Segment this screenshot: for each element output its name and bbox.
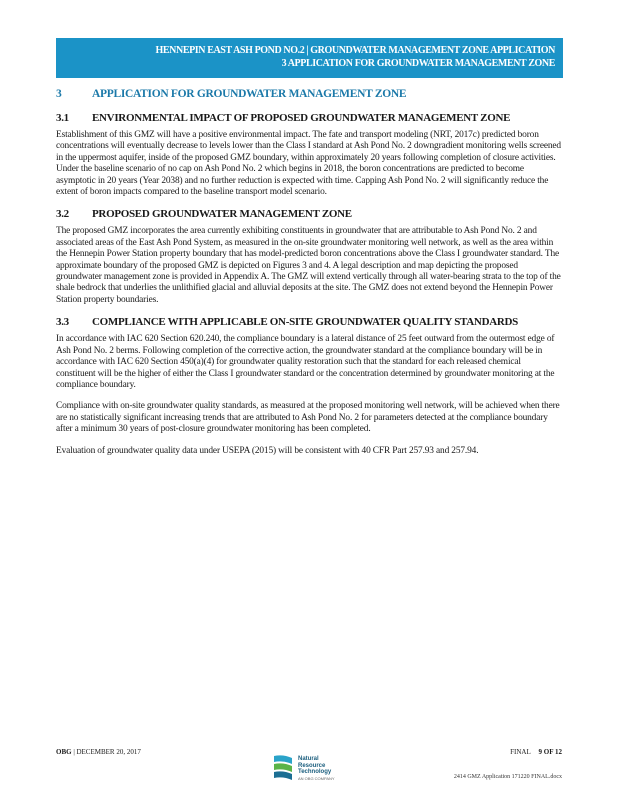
header-line-1: HENNEPIN EAST ASH POND NO.2 | GROUNDWATER MANAGEMENT ZONE APPLICATION	[155, 45, 555, 56]
footer-separator: |	[73, 748, 77, 756]
footer-org: OBG	[56, 748, 72, 756]
subsection-title: PROPOSED GROUNDWATER MANAGEMENT ZONE	[92, 208, 352, 221]
logo-line: Natural	[298, 756, 319, 762]
subsection-number: 3.1	[56, 112, 69, 124]
section-title: APPLICATION FOR GROUNDWATER MANAGEMENT ZONE	[92, 88, 407, 100]
subsection-number: 3.3	[56, 316, 69, 329]
logo-line: Resource	[298, 762, 326, 769]
paragraph: Establishment of this GMZ will have a positive environmental impact. The fate and transport modeling (NRT, 2017c) predicted boron concentrations will eventually decrease to levels lower than the Class I standard at Ash Pond No. 2 downgradient monitoring wells screened in the uppermost aquifer, inside of the proposed GMZ boundary, within approximately 20 years following completion of closure activities. Under the baseline scenario of no cap on Ash Pond No. 2 which begins in 2018, the boron concentrations are predicted to become asymptotic in 20 years (Year 2038) and no further reduction is expected with time. Capping Ash Pond No. 2 will significantly reduce the extent of boron impacts compared to the baseline transport model scenario.	[56, 130, 561, 198]
footer-date: DECEMBER 20, 2017	[76, 748, 141, 756]
header-line-2: 3 APPLICATION FOR GROUNDWATER MANAGEMENT ZONE	[281, 58, 555, 69]
subsection-heading-3-1	[56, 112, 562, 124]
section-heading	[56, 88, 562, 100]
subsection-title: COMPLIANCE WITH APPLICABLE ON-SITE GROUNDWATER QUALITY STANDARDS	[92, 316, 518, 329]
paragraph: Evaluation of groundwater quality data under USEPA (2015) will be consistent with 40 CFR Part 257.93 and 257.94.	[56, 445, 479, 456]
paragraph: Compliance with on-site groundwater quality standards, as measured at the proposed monitoring well network, will be achieved when there are no statistically significant increasing trends that are attributed to Ash Pond No. 2 for parameters detected at the compliance boundary after a minimum 30 years of post-closure groundwater monitoring has been completed.	[56, 401, 560, 435]
document-body	[56, 88, 562, 467]
nrt-logo-icon	[270, 752, 296, 786]
footer-status: FINAL	[510, 748, 531, 756]
paragraph: The proposed GMZ incorporates the area currently exhibiting constituents in groundwater that are attributable to Ash Pond No. 2 and associated areas of the East Ash Pond System, as measured in the on-site groundwater monitoring well network, as well as the area within the Hennepin Power Station property boundary that has model-predicted boron concentrations above the Class I groundwater standard. The approximate boundary of the proposed GMZ is depicted on Figures 3 and 4. A legal description and map depicting the proposed groundwater management zone is provided in Appendix A. The GMZ will extend vertically through all water-bearing strata to the top of the shale bedrock that underlies the unlithified glacial and alluvial deposits at the site. The GMZ does not extend beyond the Hennepin Power Station property boundaries.	[56, 226, 561, 305]
paragraph: In accordance with IAC 620 Section 620.240, the compliance boundary is a lateral distance of 25 feet outward from the outermost edge of Ash Pond No. 2 berms. Following completion of the corrective action, the groundwater standard at the compliance boundary will be in accordance with IAC 620 Section 450(a)(4) for groundwater quality restoration such that the standard for each released chemical constituent will be the higher of either the Class I groundwater standard or the concentration determined by groundwater monitoring at the compliance boundary.	[56, 334, 555, 390]
logo-line: Technology	[298, 769, 332, 775]
footer-page: 9 OF 12	[538, 748, 562, 756]
section-number: 3	[56, 88, 62, 100]
logo-tagline: AN OBG COMPANY	[298, 775, 335, 781]
subsection-title: ENVIRONMENTAL IMPACT OF PROPOSED GROUNDWATER MANAGEMENT ZONE	[92, 112, 511, 124]
logo-text	[298, 756, 335, 782]
subsection-heading-3-3	[56, 316, 562, 328]
subsection-number: 3.2	[56, 208, 69, 221]
footer-right	[510, 748, 562, 756]
footer-left	[56, 748, 141, 756]
footer-document-name: 2414 GMZ Application 171220 FINAL.docx	[453, 774, 562, 780]
company-logo	[270, 752, 335, 786]
page-header-band	[56, 38, 563, 78]
subsection-heading-3-2	[56, 208, 562, 220]
